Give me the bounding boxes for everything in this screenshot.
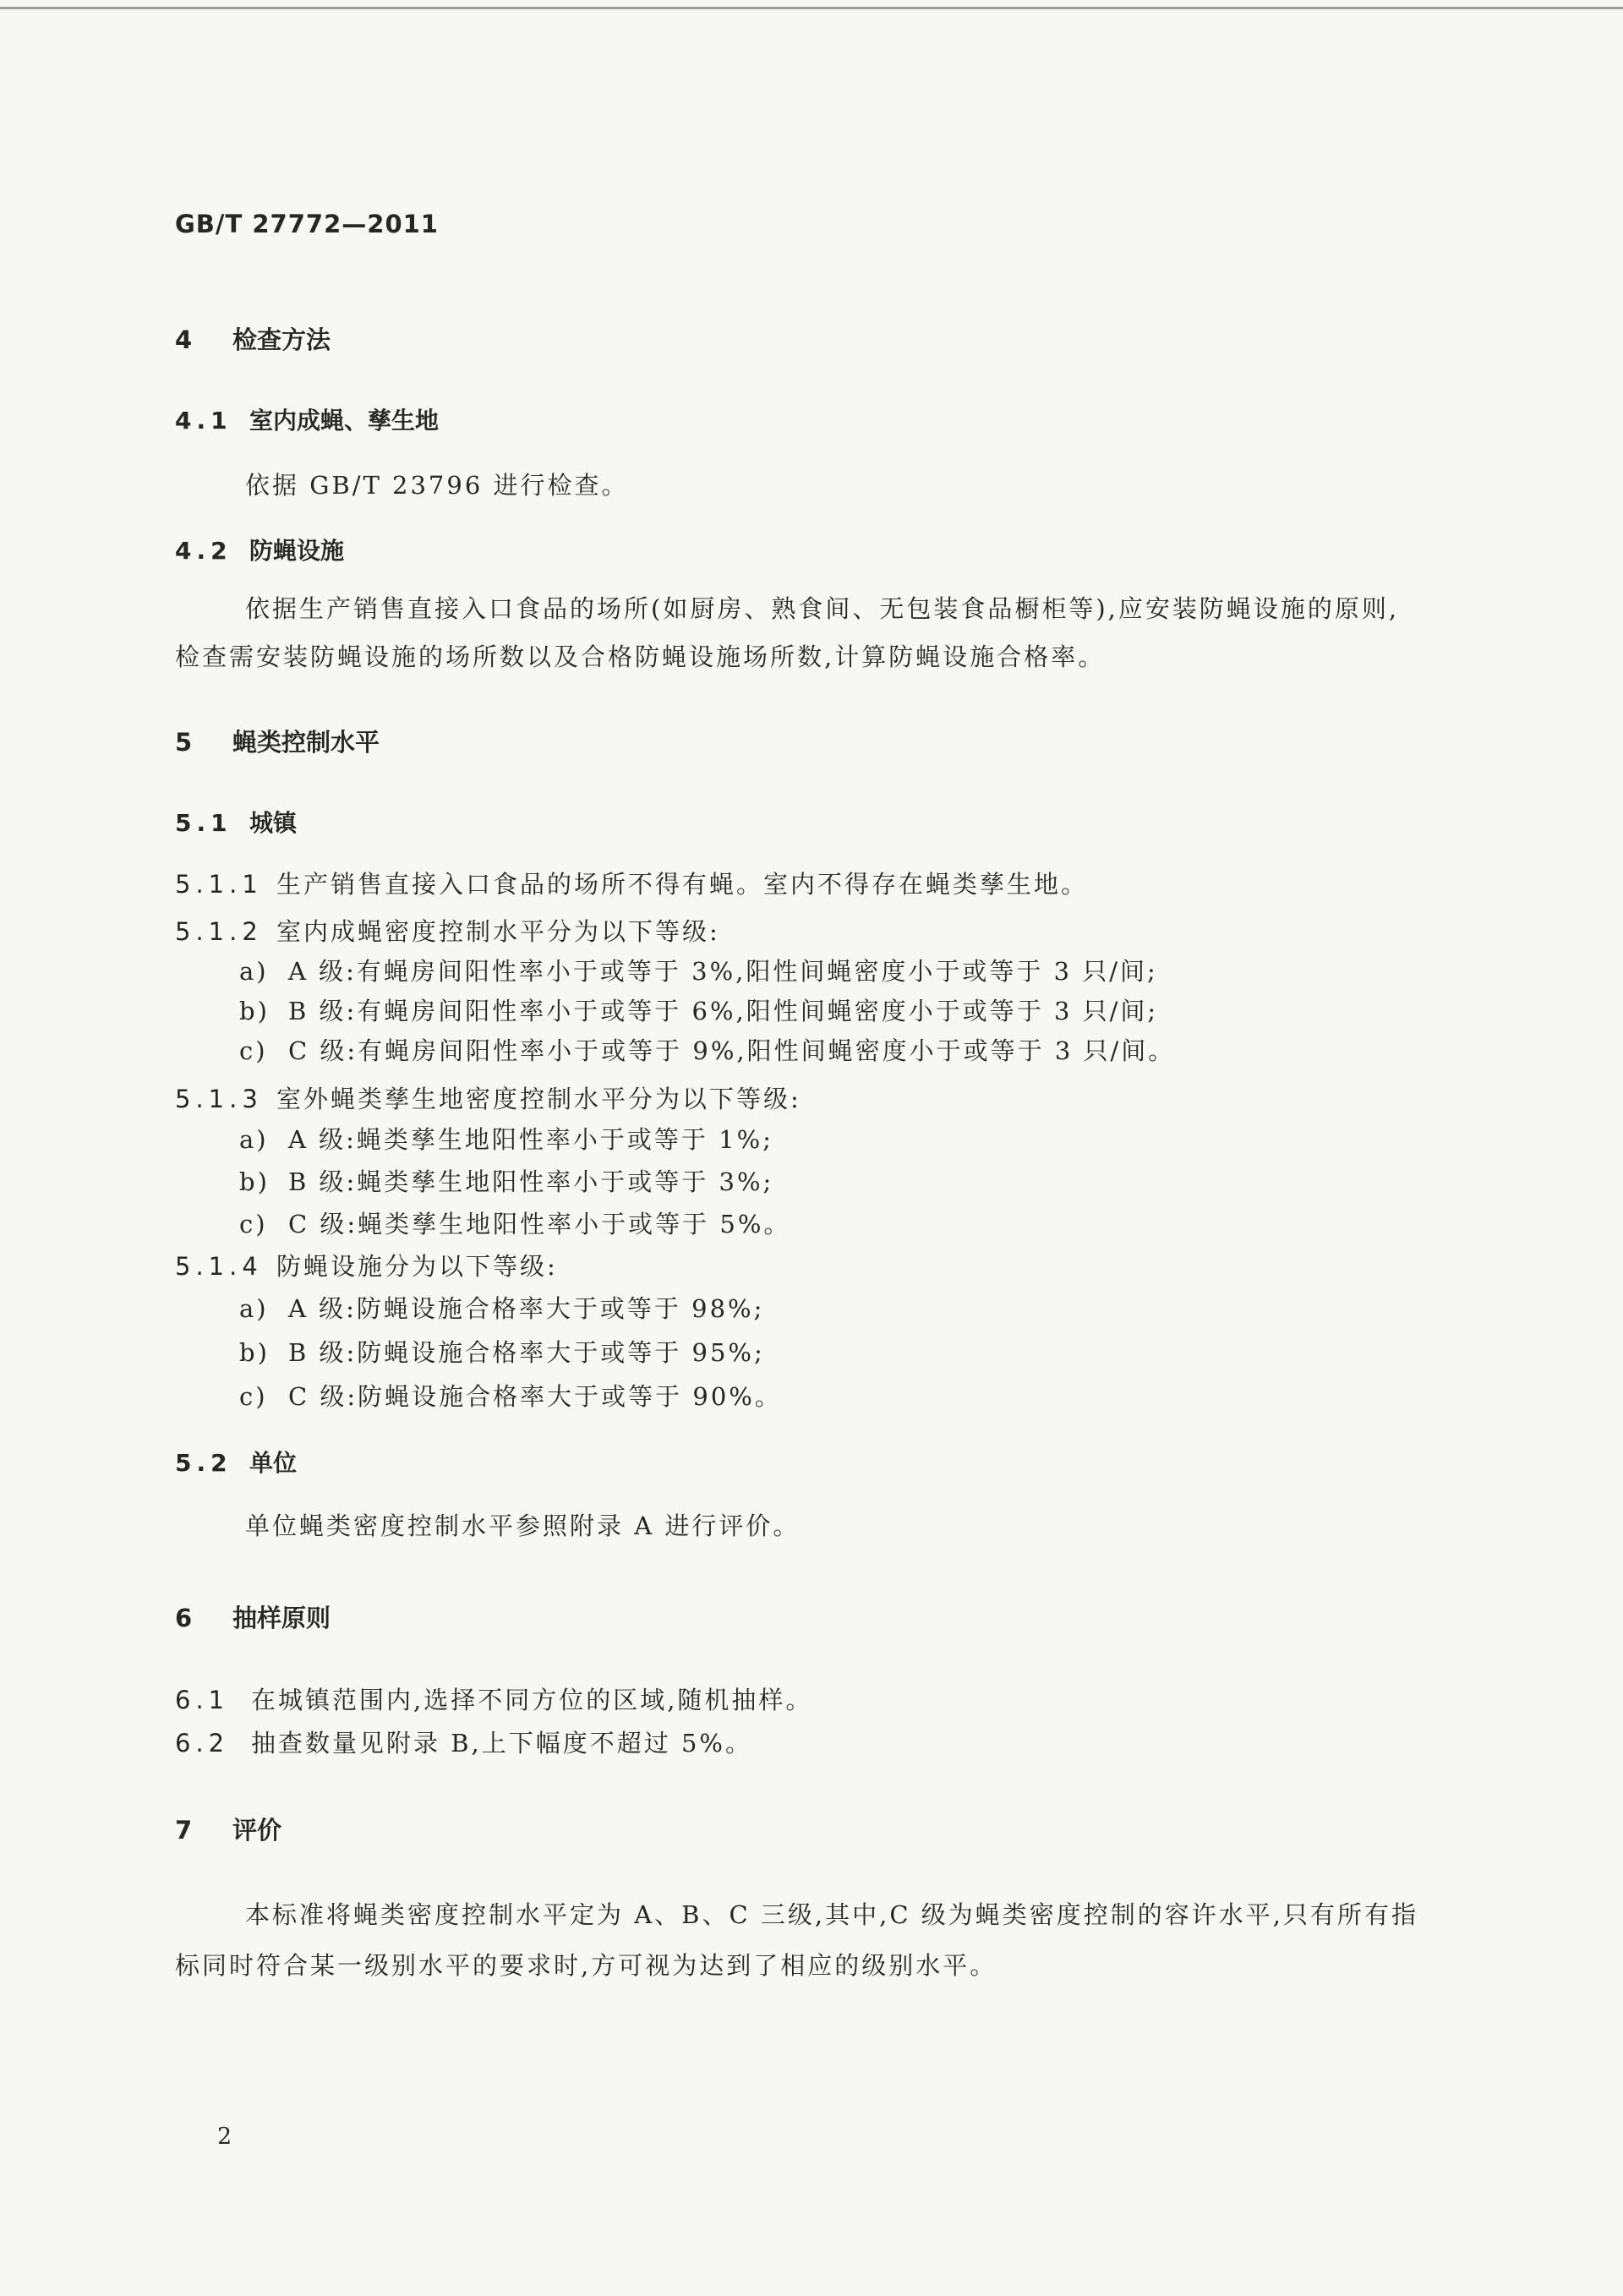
section-5-1-heading	[175, 806, 297, 840]
list-item	[239, 1034, 1175, 1068]
clause-5-1-2	[175, 915, 720, 948]
clause-6-1	[175, 1683, 812, 1717]
section-number: 5.2	[175, 1449, 232, 1477]
section-4-2-text-line1: 依据生产销售直接入口食品的场所(如厨房、熟食间、无包装食品橱柜等),应安装防蝇设施的原则,	[245, 594, 1400, 623]
standard-number: GB/T 27772—2011	[175, 210, 439, 238]
section-title: 检查方法	[232, 325, 331, 354]
list-item	[239, 1336, 765, 1369]
section-7-text-line2: 标同时符合某一级别水平的要求时,方可视为达到了相应的级别水平。	[175, 1951, 997, 1980]
clause-text: 在城镇范围内,选择不同方位的区域,随机抽样。	[251, 1686, 813, 1714]
clause-5-1-3	[175, 1082, 801, 1116]
section-title: 评价	[232, 1816, 282, 1845]
clause-number: 6.1	[175, 1686, 230, 1714]
clause-text: 防蝇设施分为以下等级:	[276, 1252, 558, 1281]
list-item	[239, 954, 1158, 988]
list-item-text: B 级:蝇类孳生地阳性率小于或等于 3%;	[288, 1167, 774, 1196]
section-title: 室内成蝇、孳生地	[249, 407, 440, 435]
list-item-text: B 级:有蝇房间阳性率小于或等于 6%,阳性间蝇密度小于或等于 3 只/间;	[288, 997, 1159, 1025]
list-item-text: A 级:防蝇设施合格率大于或等于 98%;	[288, 1294, 765, 1323]
list-marker: a)	[239, 1294, 269, 1323]
section-4-1-text: 依据 GB/T 23796 进行检查。	[245, 471, 629, 500]
page-number: 2	[217, 2124, 232, 2150]
section-4-2-text-line2: 检查需安装防蝇设施的场所数以及合格防蝇设施场所数,计算防蝇设施合格率。	[175, 642, 1106, 671]
section-5-2-heading	[175, 1446, 297, 1480]
section-5-2-text: 单位蝇类密度控制水平参照附录 A 进行评价。	[245, 1512, 801, 1540]
list-item	[239, 1292, 764, 1326]
section-4-heading	[175, 323, 331, 357]
clause-number: 5.1.2	[175, 917, 263, 946]
section-7-heading	[175, 1813, 281, 1847]
clause-text: 室内成蝇密度控制水平分为以下等级:	[276, 917, 720, 946]
list-marker: c)	[239, 1382, 268, 1411]
list-item-text: C 级:蝇类孳生地阳性率小于或等于 5%。	[288, 1210, 791, 1238]
list-item-text: C 级:防蝇设施合格率大于或等于 90%。	[288, 1382, 782, 1411]
clause-text: 生产销售直接入口食品的场所不得有蝇。室内不得存在蝇类孳生地。	[276, 870, 1089, 899]
section-number: 5.1	[175, 809, 232, 837]
clause-5-1-1	[175, 867, 1088, 901]
section-number: 7	[175, 1816, 198, 1845]
list-item-text: A 级:有蝇房间阳性率小于或等于 3%,阳性间蝇密度小于或等于 3 只/间;	[288, 957, 1158, 986]
section-number: 4.2	[175, 537, 232, 565]
clause-6-2	[175, 1726, 752, 1760]
list-marker: c)	[239, 1036, 268, 1065]
list-item	[239, 1207, 790, 1241]
section-6-heading	[175, 1601, 331, 1635]
section-title: 蝇类控制水平	[232, 728, 380, 757]
list-marker: b)	[239, 997, 270, 1025]
list-marker: c)	[239, 1210, 268, 1238]
clause-number: 6.2	[175, 1729, 230, 1758]
list-item-text: C 级:有蝇房间阳性率小于或等于 9%,阳性间蝇密度小于或等于 3 只/间。	[288, 1036, 1176, 1065]
list-marker: a)	[239, 957, 269, 986]
top-rule	[0, 7, 1623, 9]
clause-number: 5.1.3	[175, 1085, 263, 1113]
list-item-text: A 级:蝇类孳生地阳性率小于或等于 1%;	[288, 1125, 773, 1154]
section-number: 4.1	[175, 407, 232, 435]
clause-5-1-4	[175, 1249, 558, 1283]
clause-text: 抽查数量见附录 B,上下幅度不超过 5%。	[251, 1729, 752, 1758]
section-title: 单位	[249, 1449, 298, 1477]
section-number: 5	[175, 728, 198, 757]
clause-number: 5.1.4	[175, 1252, 263, 1281]
section-7-text-line1: 本标准将蝇类密度控制水平定为 A、B、C 三级,其中,C 级为蝇类密度控制的容许水平,只有所有指	[245, 1900, 1418, 1929]
list-item	[239, 1165, 773, 1199]
section-title: 城镇	[249, 809, 298, 837]
section-title: 抽样原则	[232, 1604, 331, 1632]
clause-number: 5.1.1	[175, 870, 263, 899]
section-title: 防蝇设施	[249, 537, 345, 565]
section-number: 6	[175, 1604, 198, 1632]
section-5-heading	[175, 725, 380, 759]
section-4-1-heading	[175, 404, 439, 438]
list-marker: a)	[239, 1125, 269, 1154]
clause-text: 室外蝇类孳生地密度控制水平分为以下等级:	[276, 1085, 801, 1113]
section-number: 4	[175, 325, 198, 354]
list-item	[239, 994, 1158, 1028]
list-item	[239, 1380, 782, 1413]
list-marker: b)	[239, 1167, 270, 1196]
list-marker: b)	[239, 1338, 270, 1367]
section-4-2-heading	[175, 534, 344, 568]
list-item	[239, 1123, 773, 1156]
list-item-text: B 级:防蝇设施合格率大于或等于 95%;	[288, 1338, 765, 1367]
